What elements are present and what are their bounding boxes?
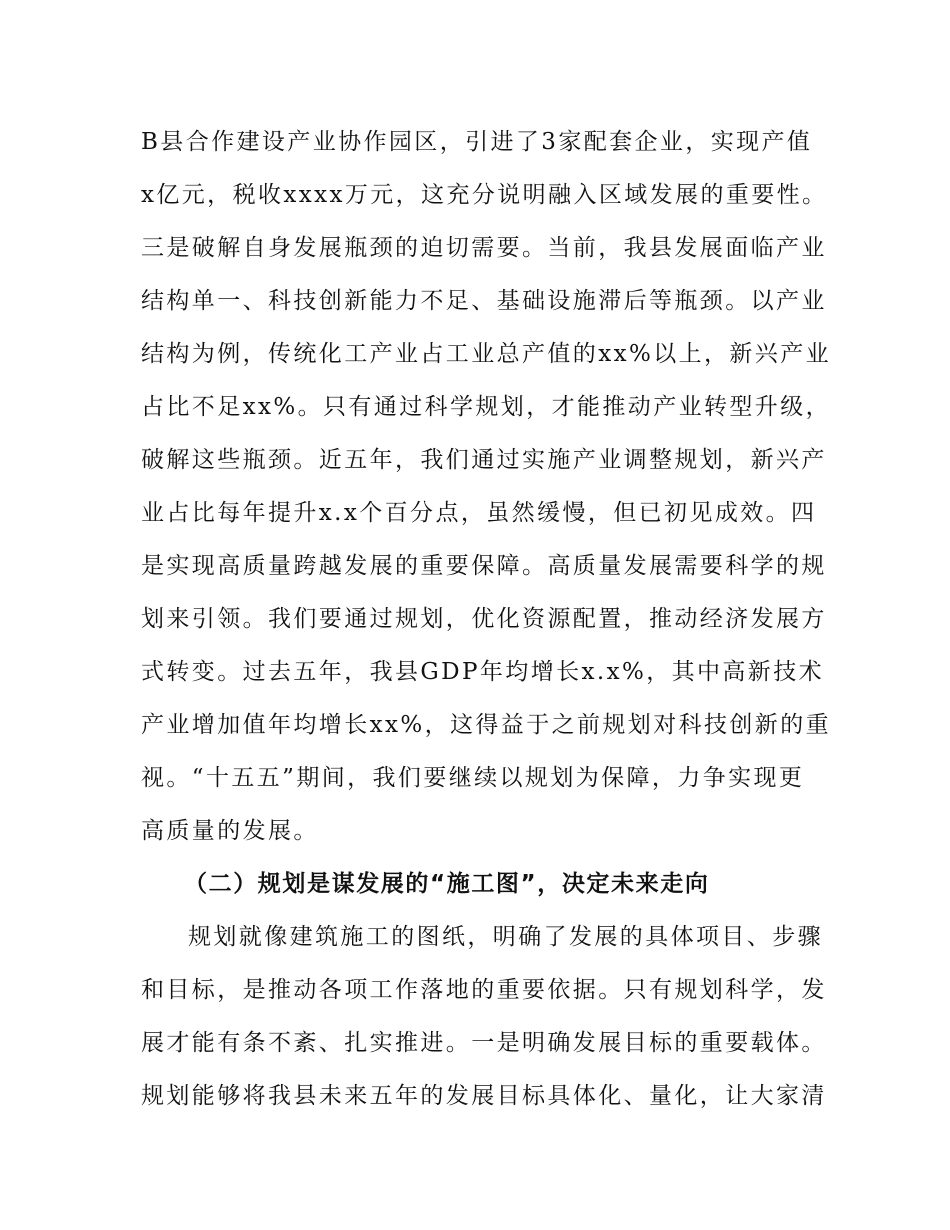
paragraph-line: 结构单一、科技创新能力不足、基础设施滞后等瓶颈。以产业 [141, 288, 827, 314]
paragraph-line: 三是破解自身发展瓶颈的迫切需要。当前，我县发展面临产业 [141, 235, 827, 261]
paragraph-line: 展才能有条不紊、扎实推进。一是明确发展目标的重要载体。 [141, 1030, 827, 1056]
paragraph-line: B县合作建设产业协作园区，引进了3家配套企业，实现产值 [141, 129, 813, 155]
paragraph-line: 产业增加值年均增长xx%，这得益于之前规划对科技创新的重 [141, 712, 831, 738]
paragraph-line: 划来引领。我们要通过规划，优化资源配置，推动经济发展方 [141, 606, 827, 632]
paragraph-line: 结构为例，传统化工产业占工业总产值的xx%以上，新兴产业 [141, 341, 831, 367]
paragraph-line: 占比不足xx%。只有通过科学规划，才能推动产业转型升级， [141, 394, 831, 420]
paragraph-line: 业占比每年提升x.x个百分点，虽然缓慢，但已初见成效。四 [141, 500, 817, 526]
paragraph-line: 破解这些瓶颈。近五年，我们通过实施产业调整规划，新兴产 [141, 447, 827, 473]
paragraph-line: 规划能够将我县未来五年的发展目标具体化、量化，让大家清 [141, 1083, 827, 1109]
paragraph-line: 高质量的发展。 [141, 818, 319, 844]
paragraph-line: 视。“十五五”期间，我们要继续以规划为保障，力争实现更 [141, 765, 805, 791]
paragraph-line: 式转变。过去五年，我县GDP年均增长x.x%，其中高新技术 [141, 659, 824, 685]
paragraph-line: 和目标，是推动各项工作落地的重要依据。只有规划科学，发 [141, 977, 827, 1003]
section-heading: （二）规划是谋发展的“施工图”，决定未来走向 [184, 871, 710, 897]
paragraph-line: 规划就像建筑施工的图纸，明确了发展的具体项目、步骤 [188, 924, 823, 950]
paragraph-line: x亿元，税收xxxx万元，这充分说明融入区域发展的重要性。 [141, 182, 828, 208]
paragraph-line: 是实现高质量跨越发展的重要保障。高质量发展需要科学的规 [141, 553, 827, 579]
